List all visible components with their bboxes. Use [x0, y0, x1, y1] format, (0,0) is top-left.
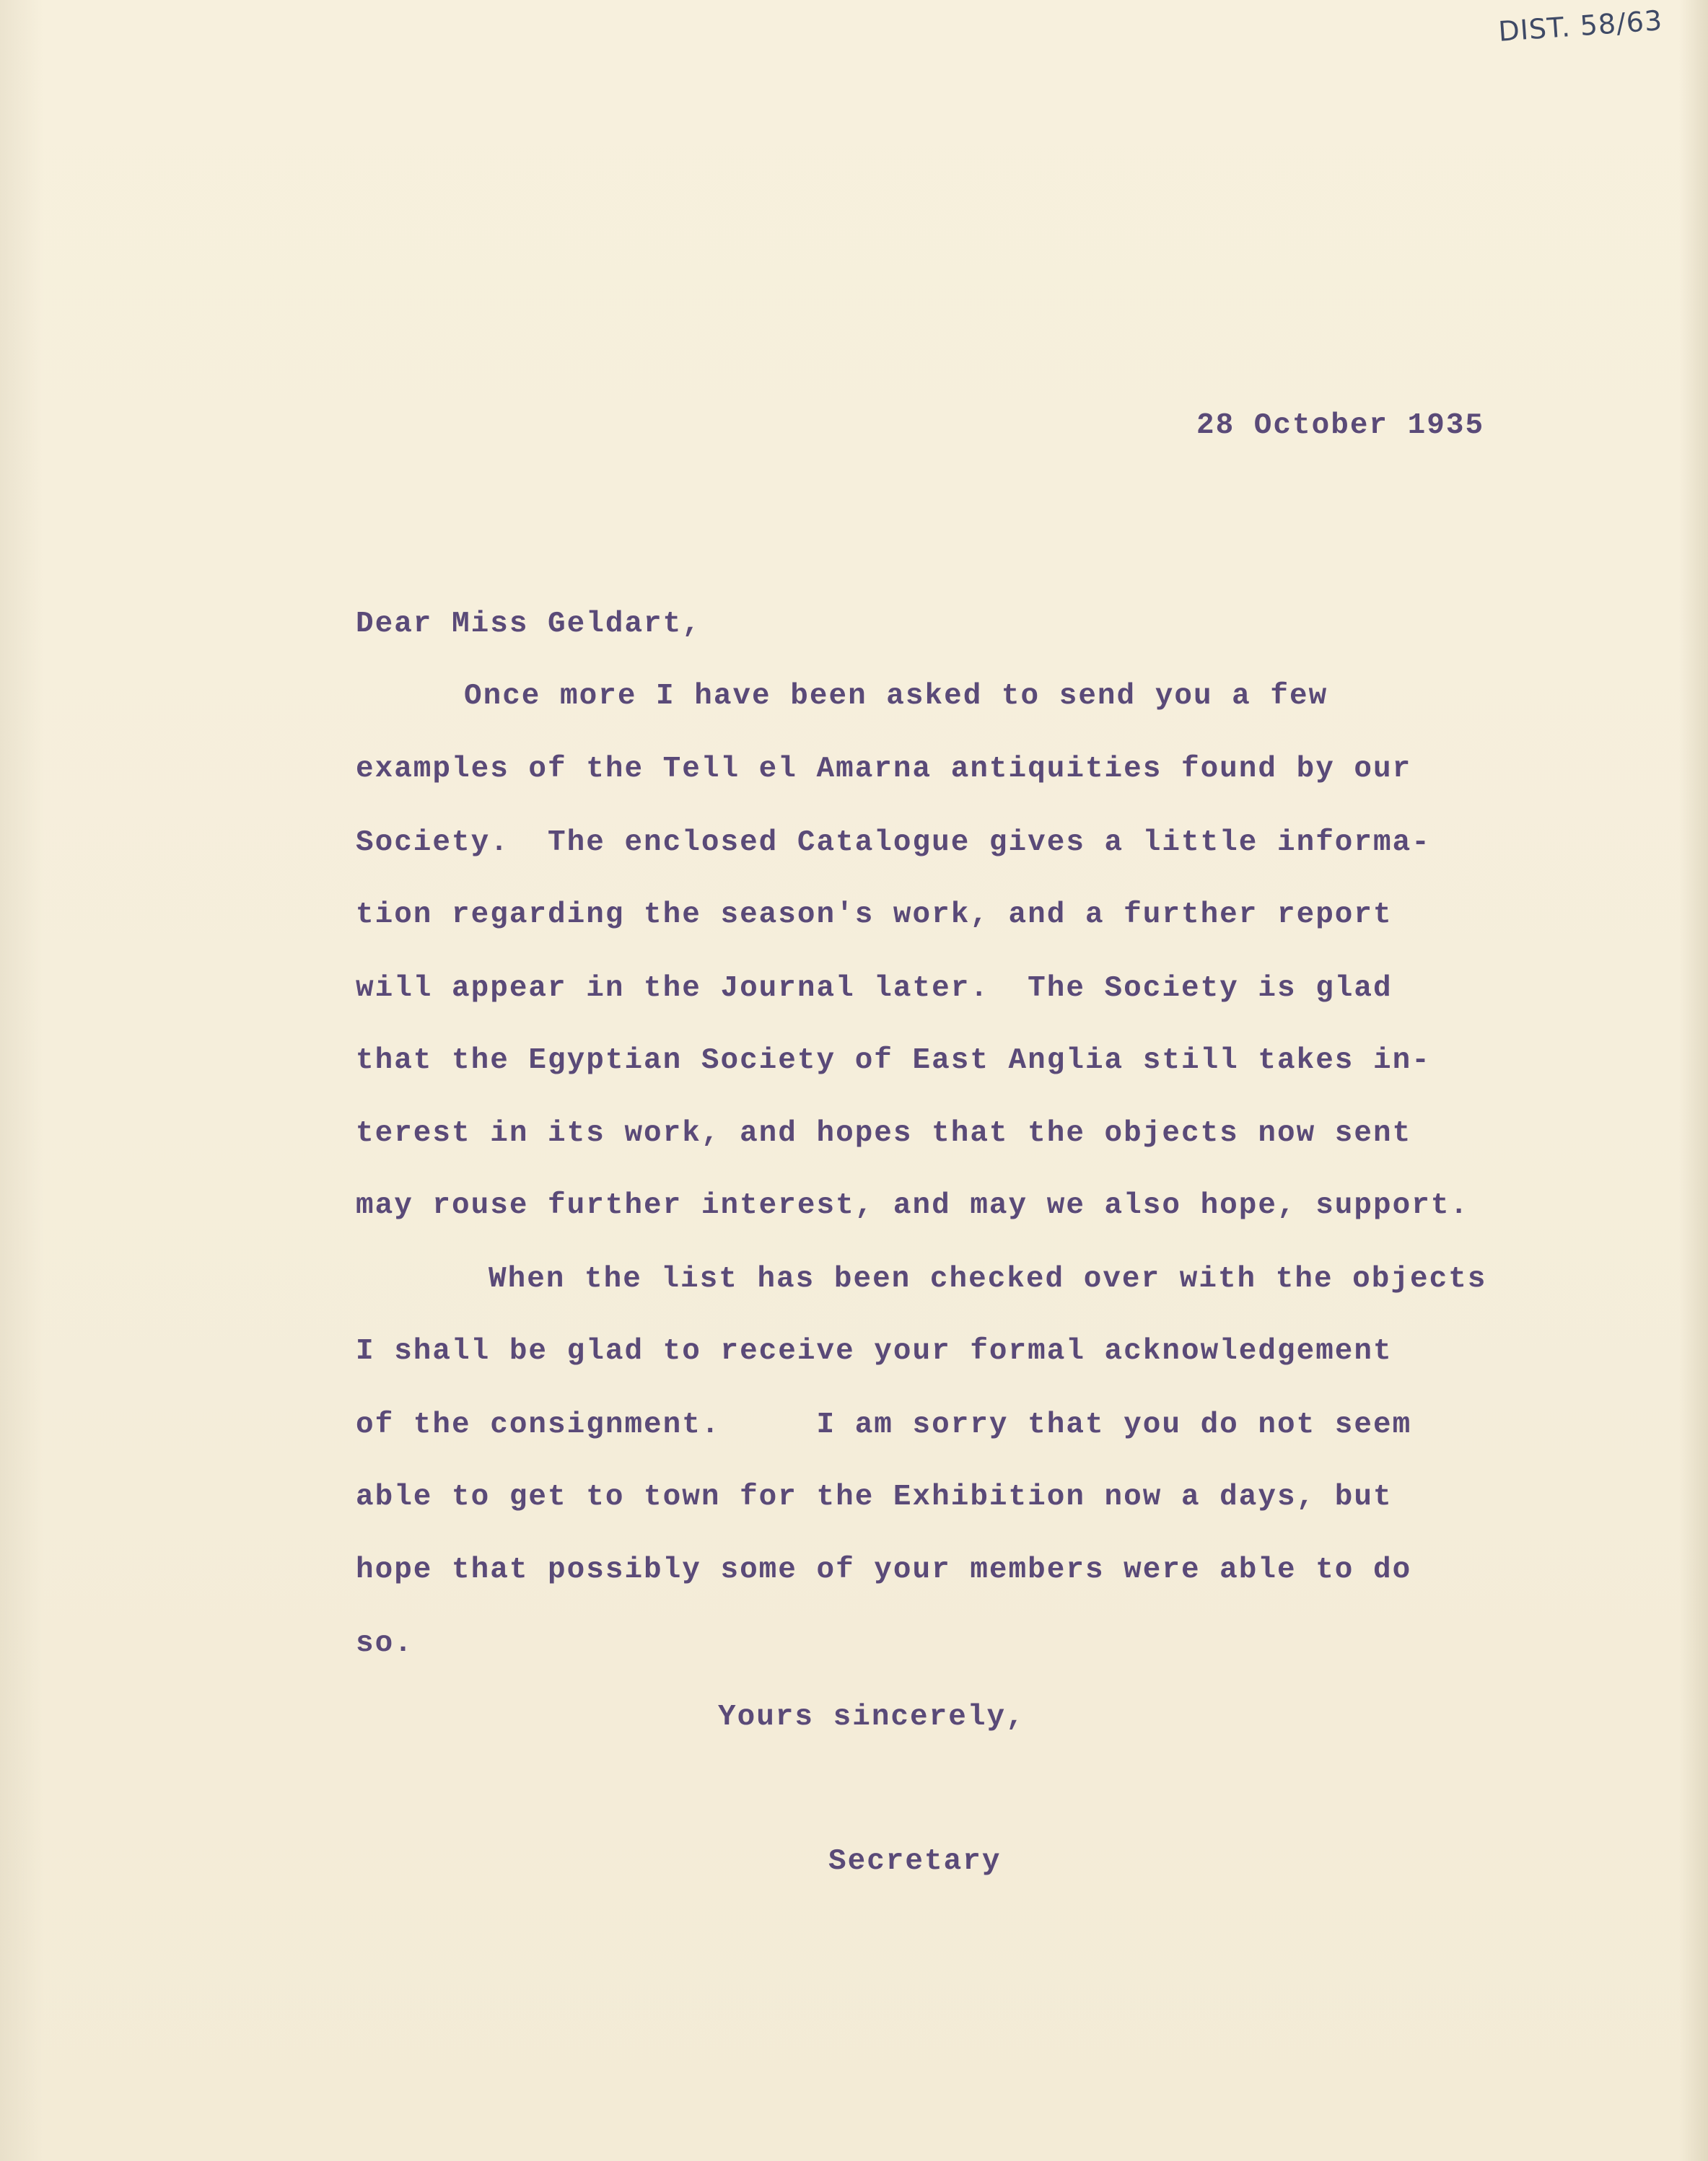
- body-line: tion regarding the season's work, and a further report: [356, 898, 1393, 932]
- body-line: so.: [356, 1627, 413, 1660]
- body-line: able to get to town for the Exhibition now a days, but: [356, 1481, 1393, 1514]
- body-line: may rouse further interest, and may we also hope, support.: [356, 1189, 1470, 1222]
- body-line: When the list has been checked over with the objects: [489, 1263, 1487, 1296]
- body-line: examples of the Tell el Amarna antiquities found by our: [356, 753, 1412, 786]
- closing: Yours sincerely,: [718, 1701, 1025, 1734]
- body-line: terest in its work, and hopes that the objects now sent: [356, 1117, 1412, 1150]
- body-line: will appear in the Journal later. The Society is glad: [356, 972, 1393, 1005]
- letter-date: 28 October 1935: [1196, 409, 1485, 442]
- body-line: hope that possibly some of your members were able to do: [356, 1553, 1412, 1587]
- archive-reference-note: DIST. 58/63: [1497, 4, 1664, 48]
- body-line: Once more I have been asked to send you a few: [464, 680, 1328, 713]
- body-line: of the consignment. I am sorry that you do not seem: [356, 1408, 1412, 1442]
- signature-title: Secretary: [828, 1845, 1002, 1878]
- salutation: Dear Miss Geldart,: [356, 608, 701, 641]
- body-line: that the Egyptian Society of East Anglia still takes in-: [356, 1044, 1431, 1077]
- body-line: Society. The enclosed Catalogue gives a little informa-: [356, 826, 1431, 859]
- body-line: I shall be glad to receive your formal acknowledgement: [356, 1335, 1393, 1368]
